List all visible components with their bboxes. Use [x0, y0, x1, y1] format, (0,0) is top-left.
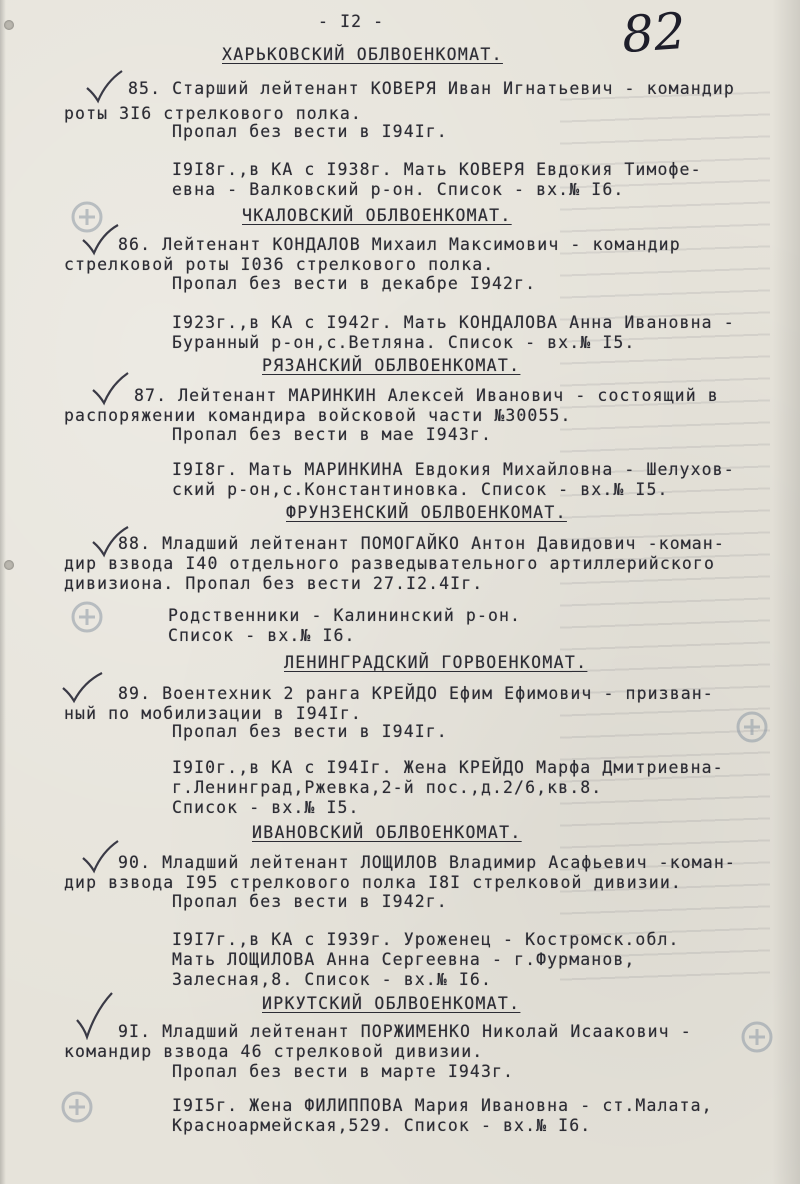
entry-line: 9I. Младший лейтенант ПОРЖИМЕНКО Николай Исаакович -	[118, 1022, 692, 1041]
entry-line: ный по мобилизации в I94Iг.	[64, 704, 362, 723]
entry-detail: Список - вх.№ I5.	[172, 798, 360, 817]
entry-detail: Мать ЛОЩИЛОВА Анна Сергеевна - г.Фурманов,	[172, 950, 636, 969]
check-mark-icon	[80, 222, 120, 256]
entry-detail: г.Ленинград,Ржевка,2-й пос.,д.2/6,кв.8.	[172, 778, 603, 797]
entry-line: 89. Воентехник 2 ранга КРЕЙДО Ефим Ефимович - призван-	[118, 684, 714, 703]
archive-watermark-icon	[60, 1090, 94, 1124]
entry-line: дир взвода I40 отдельного разведывательного артиллерийского	[64, 554, 715, 573]
check-mark-icon	[74, 990, 114, 1040]
entry-line: 86. Лейтенант КОНДАЛОВ Михаил Максимович - командир	[118, 235, 681, 254]
check-mark-icon	[60, 670, 104, 704]
section-heading: ФРУНЗЕНСКИЙ ОБЛВОЕНКОМАТ.	[286, 503, 567, 522]
entry-detail: I9I8г. Мать МАРИНКИНА Евдокия Михайловна - Шелухов-	[172, 460, 735, 479]
entry-detail: ский р-он,с.Константиновка. Список - вх.№ I5.	[172, 480, 669, 499]
section-heading: ИРКУТСКИЙ ОБЛВОЕНКОМАТ.	[262, 994, 521, 1013]
entry-line: Пропал без вести в марте I943г.	[172, 1062, 515, 1081]
section-heading: ХАРЬКОВСКИЙ ОБЛВОЕНКОМАТ.	[222, 45, 503, 64]
entry-line: Пропал без вести в I94Iг.	[172, 722, 448, 741]
entry-detail: Список - вх.№ I6.	[168, 626, 356, 645]
check-mark-icon	[80, 838, 120, 874]
entry-line: Пропал без вести в I94Iг.	[172, 122, 448, 141]
entry-detail: I9I0г.,в КА с I94Iг. Жена КРЕЙДО Марфа Дмитриевна-	[172, 758, 724, 777]
entry-detail: I9I7г.,в КА с I939г. Уроженец - Костромск.обл.	[172, 930, 680, 949]
entry-detail: евна - Валковский р-он. Список - вх.№ I6.	[172, 180, 625, 199]
check-mark-icon	[84, 68, 124, 104]
entry-detail: I923г.,в КА с I942г. Мать КОНДАЛОВА Анна Ивановна -	[172, 313, 735, 332]
section-heading: ИВАНОВСКИЙ ОБЛВОЕНКОМАТ.	[252, 823, 522, 842]
entry-line: распоряжении командира войсковой части №30055.	[64, 406, 572, 425]
entry-line: Пропал без вести в I942г.	[172, 892, 448, 911]
archive-watermark-icon	[740, 1020, 774, 1054]
check-mark-icon	[90, 370, 130, 406]
binding-hole	[4, 560, 14, 570]
entry-detail: Буранный р-он,с.Ветлянa. Список - вх.№ I5.	[172, 333, 636, 352]
handwritten-page-number: 82	[620, 1, 688, 65]
archive-watermark-icon	[735, 710, 769, 744]
entry-detail: I9I5г. Жена ФИЛИППОВА Мария Ивановна - ст.Малата,	[172, 1096, 713, 1115]
entry-detail: Красноармейская,529. Список - вх.№ I6.	[172, 1116, 592, 1135]
entry-detail: Залесная,8. Список - вх.№ I6.	[172, 970, 492, 989]
binding-hole	[4, 20, 14, 30]
entry-line: командир взвода 46 стрелковой дивизии.	[64, 1042, 484, 1061]
entry-line: дивизиона. Пропал без вести 27.I2.4Iг.	[64, 574, 484, 593]
section-heading: РЯЗАНСКИЙ ОБЛВОЕНКОМАТ.	[262, 356, 521, 375]
archive-watermark-icon	[70, 600, 104, 634]
page-edge-shadow-right	[772, 0, 800, 1184]
entry-line: дир взвода I95 стрелкового полка I8I стрелковой дивизии.	[64, 873, 682, 892]
entry-detail: I9I8г.,в КА с I938г. Мать КОВЕРЯ Евдокия Тимофе-	[172, 160, 702, 179]
entry-line: Пропал без вести в декабре I942г.	[172, 274, 537, 293]
entry-line: 87. Лейтенант МАРИНКИН Алексей Иванович - состоящий в	[134, 386, 719, 405]
entry-line: Пропал без вести в мае I943г.	[172, 425, 492, 444]
entry-line: 90. Младший лейтенант ЛОЩИЛОВ Владимир Асафьевич -коман-	[118, 853, 736, 872]
entry-line: роты 3I6 стрелкового полка.	[64, 104, 362, 123]
section-heading: ЛЕНИНГРАДСКИЙ ГОРВОЕНКОМАТ.	[284, 653, 588, 672]
page-edge-shadow	[0, 0, 6, 1184]
page-number: - I2 -	[318, 12, 385, 31]
entry-line: 85. Старший лейтенант КОВЕРЯ Иван Игнатьевич - командир	[128, 79, 735, 98]
entry-line: 88. Младший лейтенант ПОМОГАЙКО Антон Давидович -коман-	[118, 534, 725, 553]
section-heading: ЧКАЛОВСКИЙ ОБЛВОЕНКОМАТ.	[242, 206, 512, 225]
entry-detail: Родственники - Калининский р-он.	[168, 606, 522, 625]
entry-line: стрелковой роты I036 стрелкового полка.	[64, 255, 495, 274]
